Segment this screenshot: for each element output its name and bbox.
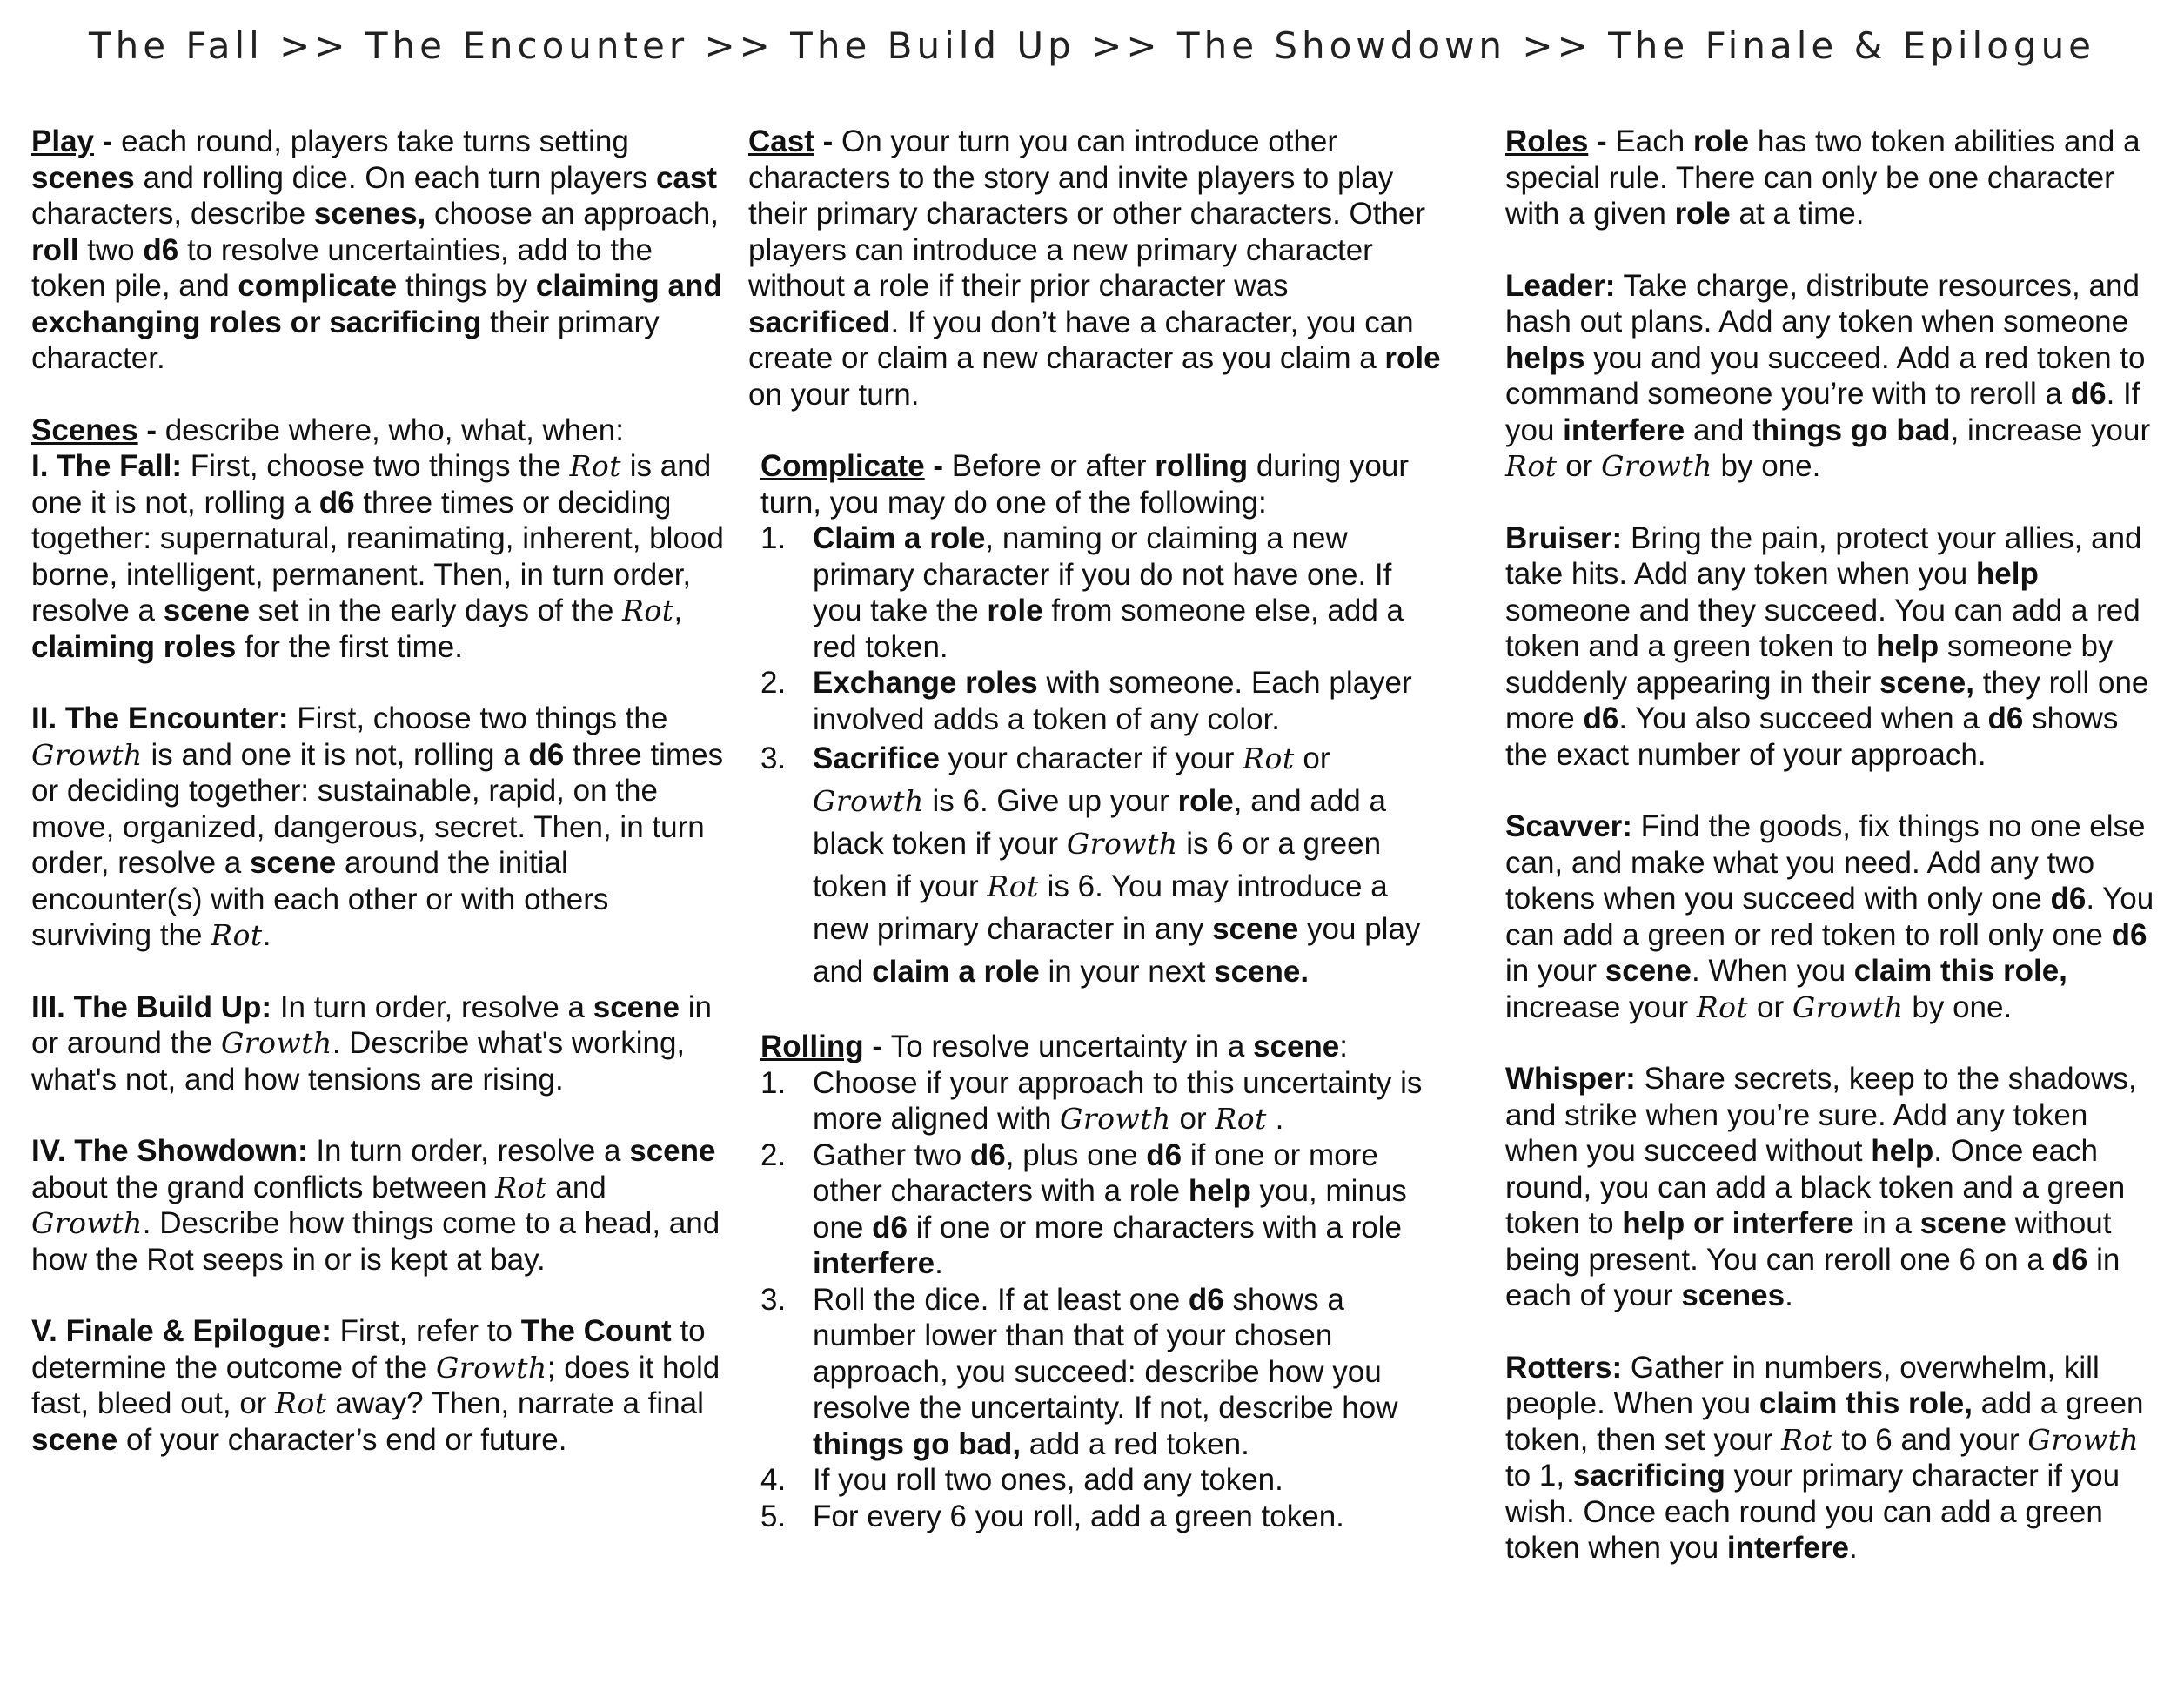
rolling-section: Rolling - To resolve uncertainty in a scene:	[760, 1030, 1349, 1063]
list-item: 2. Gather two d6, plus one d6 if one or more other characters with a role help you, minus one d6 if one or more characters with a role interfere.	[760, 1137, 1407, 1280]
rolling-heading: Rolling	[760, 1030, 864, 1063]
role-leader: Leader: Take charge, distribute resources, and hash out plans. Add any token when someone helps you and you succeed. Add a red token to command someone you’re with to reroll a d6. If you interfere and things go bad, increase your Rot or Growth by one.	[1505, 268, 2151, 483]
list-item: 5. For every 6 you roll, add a green token.	[760, 1499, 1344, 1533]
roles-heading: Roles	[1505, 124, 1589, 158]
list-item: 2. Exchange roles with someone. Each player involved adds a token of any color.	[760, 666, 1412, 736]
list-item: 1. Choose if your approach to this uncertainty is more aligned with Growth or Rot .	[760, 1065, 1423, 1136]
list-item: 1. Claim a role, naming or claiming a new primary character if you do not have one. If you take the role from someone else, add a red token.	[760, 521, 1404, 664]
complicate-section: Complicate - Before or after rolling during your turn, you may do one of the following:	[760, 449, 1409, 520]
role-bruiser: Bruiser: Bring the pain, protect your allies, and take hits. Add any token when you help someone and they succeed. You can add a red token and a green token to help someone by suddenly appearing in their scene, they roll one more d6. You also succeed when a d6 shows the exact number of your approach.	[1505, 520, 2149, 772]
phase-finale: V. Finale & Epilogue: First, refer to The Count to determine the outcome of the Growth; does it hold fast, bleed out, or Rot away? Then, narrate a final scene of your character’s end or future.	[31, 1314, 720, 1457]
rolling-list	[748, 1065, 1444, 1535]
complicate-list	[748, 520, 1444, 993]
cast-section: Cast - On your turn you can introduce other characters to the story and invite players to play their primary characters or other characters. Other players can introduce a new primary character without a role if their prior character was sacrificed. If you don’t have a character, you can create or claim a new character as you claim a role on your turn.	[748, 124, 1441, 412]
column-right	[1505, 124, 2167, 1602]
cast-heading: Cast	[748, 124, 814, 158]
phase-showdown: IV. The Showdown: In turn order, resolve a scene about the grand conflicts between Rot and Growth. Describe how things come to a head, and how the Rot seeps in or is kept at bay.	[31, 1134, 720, 1277]
scenes-section: Scenes - describe where, who, what, when:	[31, 413, 624, 447]
phase-encounter: II. The Encounter: First, choose two things the Growth is and one it is not, rolling a d6 three times or deciding together: sustainable, rapid, on the move, organized, dangerous, secret. Then, in turn order, resolve a scene around the initial encounter(s) with each other or with others surviving the Rot.	[31, 701, 724, 952]
column-left	[31, 124, 727, 1493]
scenes-heading: Scenes	[31, 413, 138, 447]
roles-section: Roles - Each role has two token abilities and a special rule. There can only be one character with a given role at a time.	[1505, 124, 2140, 231]
role-whisper: Whisper: Share secrets, keep to the shadows, and strike when you’re sure. Add any token when you succeed without help. Once each round, you can add a black token and a green token to help or interfere in a scene without being present. You can reroll one 6 on a d6 in each of your scenes.	[1505, 1062, 2137, 1312]
list-item: 3. Sacrifice your character if your Rot or Growth is 6. Give up your role, and add a black token if your Growth is 6 or a green token if your Rot is 6. You may introduce a new primary character in any scene you play and claim a role in your next scene.	[760, 741, 1421, 989]
role-scavver: Scavver: Find the goods, fix things no one else can, and make what you need. Add any two tokens when you succeed with only one d6. You can add a green or red token to roll only one d6 in your scene. When you claim this role, increase your Rot or Growth by one.	[1505, 809, 2154, 1024]
column-middle	[748, 124, 1444, 1570]
play-section: Play - each round, players take turns setting scenes and rolling dice. On each turn players cast characters, describe scenes, choose an approach, roll two d6 to resolve uncertainties, add to the token pile, and complicate things by claiming and exchanging roles or sacrificing their primary character.	[31, 124, 722, 375]
complicate-heading: Complicate	[760, 449, 925, 483]
role-rotters: Rotters: Gather in numbers, overwhelm, kill people. When you claim this role, add a green token, then set your Rot to 6 and your Growth to 1, sacrificing your primary character if you wish. Once each round you can add a green token when you interfere.	[1505, 1350, 2144, 1565]
phase-fall: I. The Fall: First, choose two things the Rot is and one it is not, rolling a d6 three times or deciding together: supernatural, reanimating, inherent, blood borne, intelligent, permanent. Then, in turn order, resolve a scene set in the early days of the Rot, claiming roles for the first time.	[31, 449, 724, 664]
phase-build-up: III. The Build Up: In turn order, resolve a scene in or around the Growth. Describe what's working, what's not, and how tensions are rising.	[31, 990, 712, 1097]
list-item: 3. Roll the dice. If at least one d6 shows a number lower than that of your chosen approach, you succeed: describe how you resolve the uncertainty. If not, describe how things go bad, add a red token.	[760, 1282, 1398, 1461]
list-item: 4. If you roll two ones, add any token.	[760, 1463, 1283, 1497]
page-header: The Fall >> The Encounter >> The Build Up >> The Showdown >> The Finale & Epilogue	[88, 24, 2096, 67]
play-heading: Play	[31, 124, 94, 158]
